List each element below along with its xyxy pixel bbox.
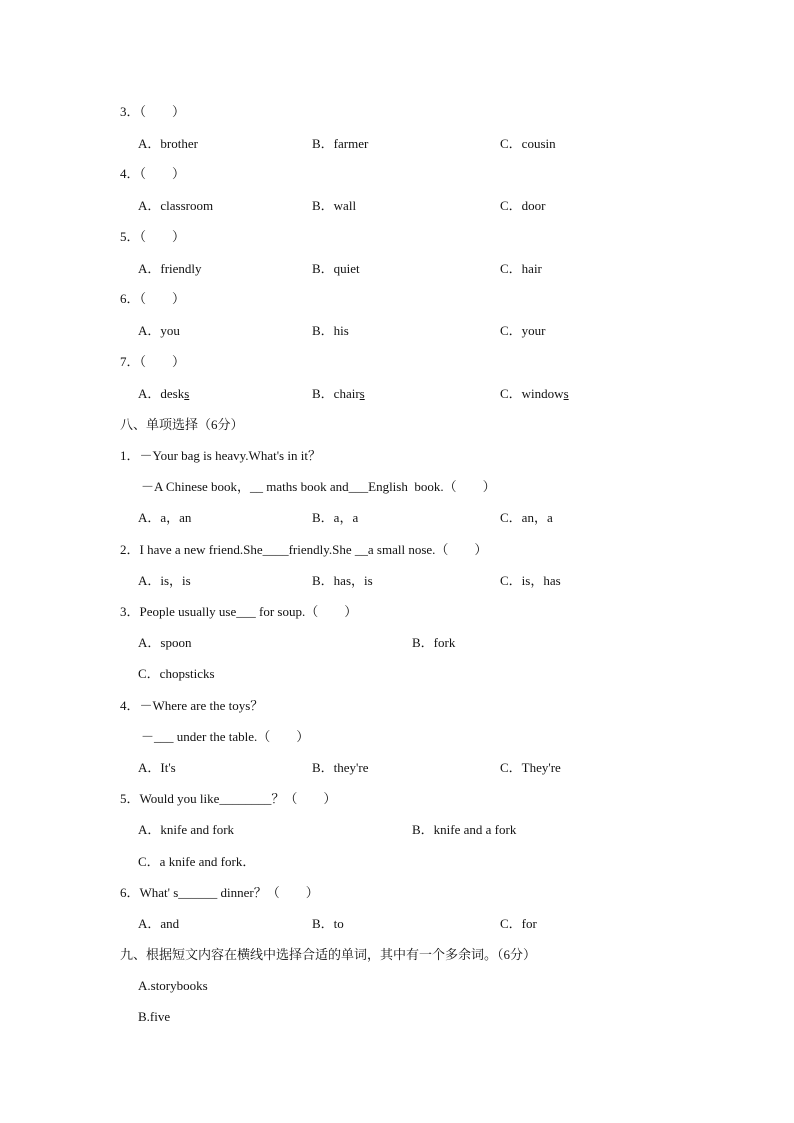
option-a: A．friendly (138, 261, 202, 276)
question-stem: 5．Would you like________？（ ） (120, 791, 337, 806)
option-b: B．chairs (312, 386, 365, 401)
option-b: B．wall (312, 198, 357, 213)
option-c: C．is，has (500, 573, 561, 588)
option-a: A．classroom (138, 198, 214, 213)
section-heading: 九、根据短文内容在横线中选择合适的单词，其中有一个多余词。（6分） (120, 947, 537, 962)
question-number: 6．（ ） (120, 291, 186, 306)
question-number: 7．（ ） (120, 354, 186, 369)
option-c: C．door (500, 198, 546, 213)
question-stem: 6．What' s______ dinner？（ ） (120, 885, 319, 900)
option-b: B．has，is (312, 573, 373, 588)
option-c: C．an，a (500, 510, 553, 525)
option-b: B．his (312, 323, 349, 338)
question-number: 3．（ ） (120, 104, 186, 119)
option-c: C．a knife and fork． (138, 854, 256, 869)
option-b: B．quiet (312, 261, 360, 276)
option-a: A．spoon (138, 635, 192, 650)
option-a: A．desks (138, 386, 190, 401)
option-b: B．a，a (312, 510, 359, 525)
question-stem: 4．－Where are the toys？ (120, 698, 264, 713)
option-c: C．your (500, 323, 546, 338)
option-a: A．It's (138, 760, 176, 775)
option-a: A．you (138, 323, 180, 338)
option-c: C．They're (500, 760, 561, 775)
section-heading: 八、单项选择（6分） (120, 417, 244, 432)
question-subline: －___ under the table.（ ） (141, 729, 310, 744)
question-number: 4．（ ） (120, 166, 186, 181)
option-c: C．chopsticks (138, 666, 215, 681)
option-a: A．knife and fork (138, 822, 235, 837)
option-b: B．knife and a fork (412, 822, 517, 837)
option-b: B．they're (312, 760, 369, 775)
question-stem: 1．－Your bag is heavy.What's in it？ (120, 448, 321, 463)
word-option: A.storybooks (138, 978, 208, 993)
option-a: A．a，an (138, 510, 192, 525)
option-b: B．to (312, 916, 344, 931)
option-b: B．fork (412, 635, 456, 650)
option-a: A．brother (138, 136, 198, 151)
option-a: A．and (138, 916, 180, 931)
question-stem: 2．I have a new friend.She____friendly.She __a small nose.（ ） (120, 542, 488, 557)
option-c: C．for (500, 916, 537, 931)
option-c: C．cousin (500, 136, 556, 151)
word-option: B.five (138, 1009, 171, 1024)
option-c: C．windows (500, 386, 569, 401)
option-a: A．is，is (138, 573, 191, 588)
option-b: B．farmer (312, 136, 369, 151)
question-stem: 3．People usually use___ for soup.（ ） (120, 604, 358, 619)
question-subline: －A Chinese book，__ maths book and___English book.（ ） (141, 479, 496, 494)
question-number: 5．（ ） (120, 229, 186, 244)
option-c: C．hair (500, 261, 542, 276)
